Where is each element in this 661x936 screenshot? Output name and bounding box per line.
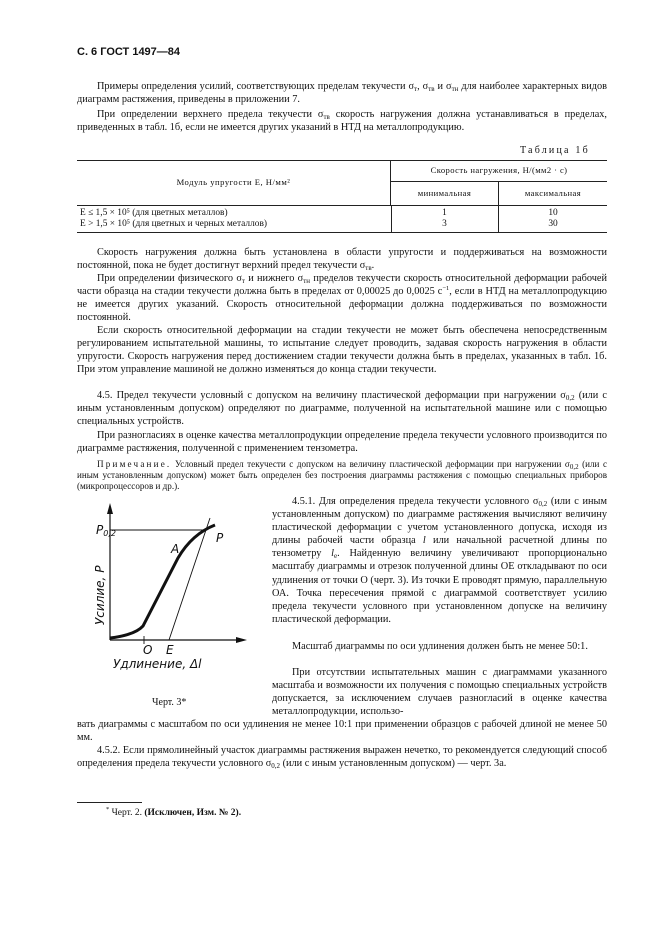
point-e-label: E	[166, 643, 174, 657]
table-sub-max: максимальная	[524, 188, 582, 198]
table-row-2-min: 3	[442, 219, 447, 229]
body-paragraph-10a: При отсутствии испытательных машин с диаграммами указанного масштаба и возможности их получения с помощью специальных устройств допускается, за исключением случаев разногласий в оценке качества металлопродукции, использо-	[272, 667, 607, 718]
x-axis-label: Удлинение, Δl	[113, 657, 202, 671]
body-paragraph-4: При определении физического $\sigma_т$ и нижнего $\sigma_{тн}$ пределов текучести скорость относительной деформации рабочей части образца на стадии текучести должна быть в пределах от 0,00025 до 0,0025 $с^{-1}$, если в НТД на металлопродукцию не имеется других указаний. Скорость относительной деформации должна поддерживаться по возможности постоянной.	[77, 273, 607, 324]
table-col1-header: Модуль упругости E, Н/мм²	[176, 177, 291, 187]
note-block: Примечание. Условный предел текучести с допуском на величину пластической деформации при нагружении $\sigma_{0,2}$ (или с иным установленным допуском) может быть определен без построения диаграммы растяжения с помощью специальных приборов (микропроцессоров и др.).	[77, 459, 607, 492]
table-body-divider-1	[391, 205, 392, 232]
table-caption: Таблица 1б	[520, 145, 590, 156]
point-a-label: A	[171, 542, 180, 556]
table-bottom-rule	[77, 232, 607, 233]
y-axis-label: Усилие, P	[93, 565, 107, 625]
body-paragraph-10b: вать диаграммы с масштабом по оси удлинения не менее 10:1 при применении образцов с рабочей длиной не менее 50 мм.	[77, 719, 607, 744]
table-row-1-min: 1	[442, 208, 447, 218]
p02-label: $P_{0,2}$	[96, 523, 116, 538]
point-o-label: O	[143, 643, 153, 657]
table-body-divider-2	[498, 205, 499, 232]
body-paragraph-9: Масштаб диаграммы по оси удлинения должен быть не менее 50:1.	[292, 641, 588, 652]
figure-caption: Черт. 3*	[152, 697, 187, 708]
table-row-1-max: 10	[548, 208, 558, 218]
table-sub-min: минимальная	[417, 188, 472, 198]
body-paragraph-5: Если скорость относительной деформации на стадии текучести не может быть обеспечена непосредственным регулированием испытательной машины, то испытание следует проводить, задавая скорость нагружения в области упругости. Скорость нагружения перед достижением стадии текучести должна быть в пределах, указанных в табл. 1б. При этом управление машиной не должно изменяться до конца стадии текучести.	[77, 325, 607, 376]
page-header: С. 6 ГОСТ 1497—84	[77, 46, 181, 58]
footnote-rule	[77, 802, 142, 803]
body-paragraph-7: При разногласиях в оценке качества металлопродукции определение предела текучести условного производится по диаграмме растяжения, полученной с применением тензометра.	[77, 430, 607, 455]
table-header-rule	[77, 205, 607, 206]
intro-paragraph-2: При определении верхнего предела текучести $\sigma_{тв}$ скорость нагружения должна устанавливаться в пределах, приведенных в табл. 1б, если не имеется других указаний в НТД на металлопродукцию.	[77, 109, 608, 134]
table-row-2-label: E > 1,5 × 10⁵ (для цветных и черных металлов)	[80, 219, 268, 229]
intro-paragraph-1: Примеры определения усилий, соответствующих пределам текучести $\sigma_т$, $\sigma_{тв}$ и $\sigma_{тн}$ для наиболее характерных видов диаграмм растяжения, приведены в приложении 7.	[77, 81, 608, 106]
body-paragraph-3: Скорость нагружения должна быть установлена в области упругости и поддерживаться на возможности постоянной, пока не будет достигнут верхний предел текучести $\sigma_{тв}$.	[77, 247, 607, 273]
body-paragraph-8: 4.5.1. Для определения предела текучести условного $\sigma_{0,2}$ (или с иным установленным допуском) по диаграмме растяжения вычисляют величину пластической деформации с учетом установленного допуска, исходя из длины рабочей части образца l или начальной расчетной длины по тензометру $l_е$. Найденную величину увеличивают пропорционально масштабу диаграммы и отрезок полученной длины ОЕ откладывают по оси удлинения от точки О (черт. 3). Из точки Е проводят прямую, параллельную ОА. Точка пересечения прямой с диаграммой соответствует усилию предела текучести условного при установленном допуске на величину пластической деформации.	[272, 496, 607, 625]
body-paragraph-11: 4.5.2. Если прямолинейный участок диаграммы растяжения выражен нечетко, то рекомендуется следующий способ определения предела текучести условного $\sigma_{0,2}$ (или с иным установленным допуском) — черт. 3а.	[77, 745, 607, 771]
table-top-rule	[77, 160, 607, 161]
table-row-1-label: E ≤ 1,5 × 10⁵ (для цветных металлов)	[80, 208, 228, 218]
note-label: Примечание.	[97, 459, 172, 469]
footnote: * Черт. 2. (Исключен, Изм. № 2).	[106, 806, 242, 818]
curve-end-label: P	[216, 531, 224, 545]
table-row-2-max: 30	[548, 219, 558, 229]
body-paragraph-6: 4.5. Предел текучести условный с допуском на величину пластической деформации при нагружении $\sigma_{0,2}$ (или с иным установленным допуском) определяют по диаграмме, полученной на испытательной машине или с помощью специальных устройств.	[77, 390, 607, 428]
table-group-header: Скорость нагружения, Н/(мм2 · с)	[430, 165, 568, 175]
